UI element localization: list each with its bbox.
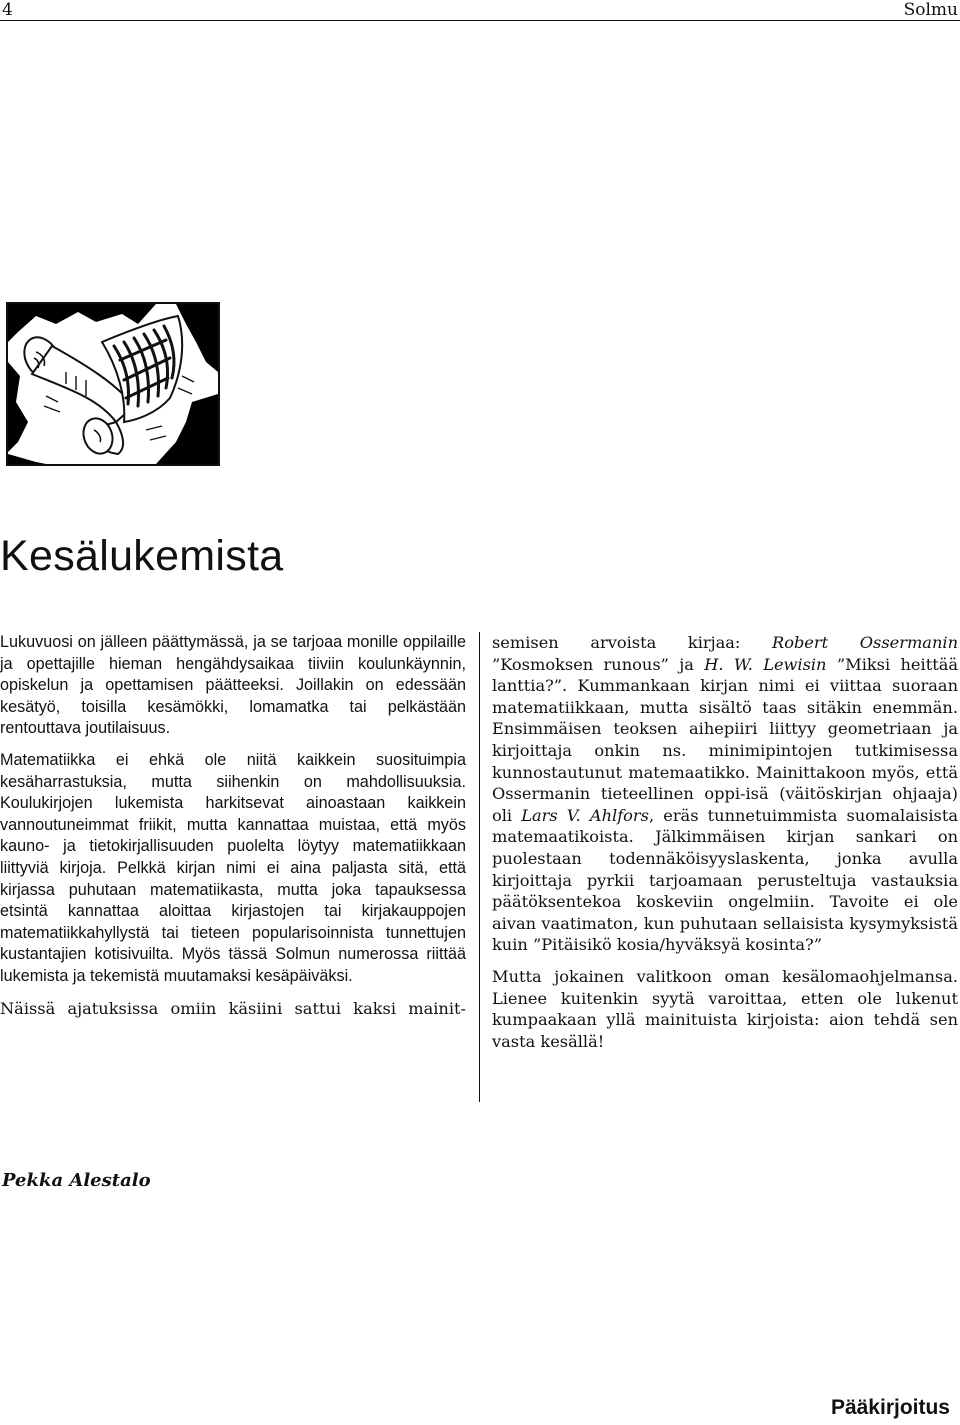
- right-column: [492, 632, 958, 1052]
- author-name-osserman: Robert Ossermanin: [772, 633, 958, 652]
- journal-name: Solmu: [903, 0, 958, 20]
- paragraph-closing: Mutta jokainen valitkoon oman kesälomaohjelmansa. Lienee kuitenkin syytä varoittaa, etten ole lukenut kumpaakaan yllä mainituista kirjoista: aion tehdä sen vasta kesällä!: [492, 966, 958, 1051]
- paragraph-intro: Lukuvuosi on jälleen päättymässä, ja se tarjoaa monille oppilaille ja opettajille hieman hengähdysaikaa tiiviin koulunkäynnin, opiskelun ja opettamisen päätteeksi. Joillakin on edessään kesätyö, toisilla kesämökki, lomamatka tai pelkästään rentouttava joutilaisuus.: [0, 633, 466, 738]
- text-run: ”Kosmoksen runous” ja: [492, 654, 705, 674]
- header-rule: [0, 20, 960, 21]
- paragraph-body: Matematiikka ei ehkä ole niitä kaikkein suosituimpia kesäharrastuksia, mutta siihenkin on mahdollisuuksia. Koulukirjojen lukemista harkitsevat ainoastaan kaikkein vannoutuneimmat friikit, mutta kannattaa muistaa, että myös kauno- ja tietokirjallisuuden puolelta löytyy matematiikkaan liittyviä kirjoja. Pelkkä kirjan nimi ei aina paljasta sitä, että kirjassa puhutaan matematiikasta, mutta joka tapauksessa etsintä kannattaa aloittaa kirjastojen tai kirjakauppojen matematiikkahyllystä tai tieteen popularisoinnista tunnettujen kustantajien kotisivuilta. Myös tässä Solmun numerossa riittää lukemista ja tekemistä muutamaksi kesäpäiväksi.: [0, 750, 466, 985]
- page-number: 4: [2, 0, 13, 20]
- left-column: [0, 632, 466, 1019]
- rolled-scroll-paper-icon: [6, 302, 220, 466]
- text-run: , eräs tunnetuimmista suomalaisista matemaatikoista. Jälkimmäisen kirjan sankari on puolestaan todennäköisyyslaskenta, jonka avulla kirjoittaja pyrkii tarjoamaan perusteltuja vastauksia päätöksentekoa koskeviin ongelmiin. Tavoite ei ole aivan vaatimaton, kun puhutaan sellaisista kysymyksistä kuin ”Pitäisikö kosia/hyväksyä kosinta?”: [492, 805, 958, 955]
- author-name-ahlfors: Lars V. Ahlfors: [521, 805, 649, 825]
- paragraph-transition: Näissä ajatuksissa omiin käsiini sattui kaksi mainit-: [0, 998, 466, 1018]
- text-run: semisen arvoista kirjaa:: [492, 633, 773, 652]
- article-title: Kesälukemista: [0, 532, 284, 580]
- author-name-lewis: H. W. Lewisin: [704, 654, 827, 674]
- section-label: Pääkirjoitus: [830, 1396, 950, 1419]
- paragraph-books: [492, 632, 958, 956]
- text-run: ”Miksi heittää lanttia?”. Kummankaan kirjan nimi ei viittaa suoraan matematiikkaan, mutta sisältö taas sitäkin enemmän. Ensimmäisen teoksen aihepiiri liittyy geometriaan ja kirjoittaja onkin ns. minimipintojen tutkimisessa kunnostautunut matemaatikko. Mainittakoon myös, että Ossermanin tieteellinen oppi-isä (väitöskirjan ohjaaja) oli: [492, 654, 959, 825]
- column-divider: [479, 632, 480, 1102]
- author-signature: Pekka Alestalo: [2, 1170, 151, 1191]
